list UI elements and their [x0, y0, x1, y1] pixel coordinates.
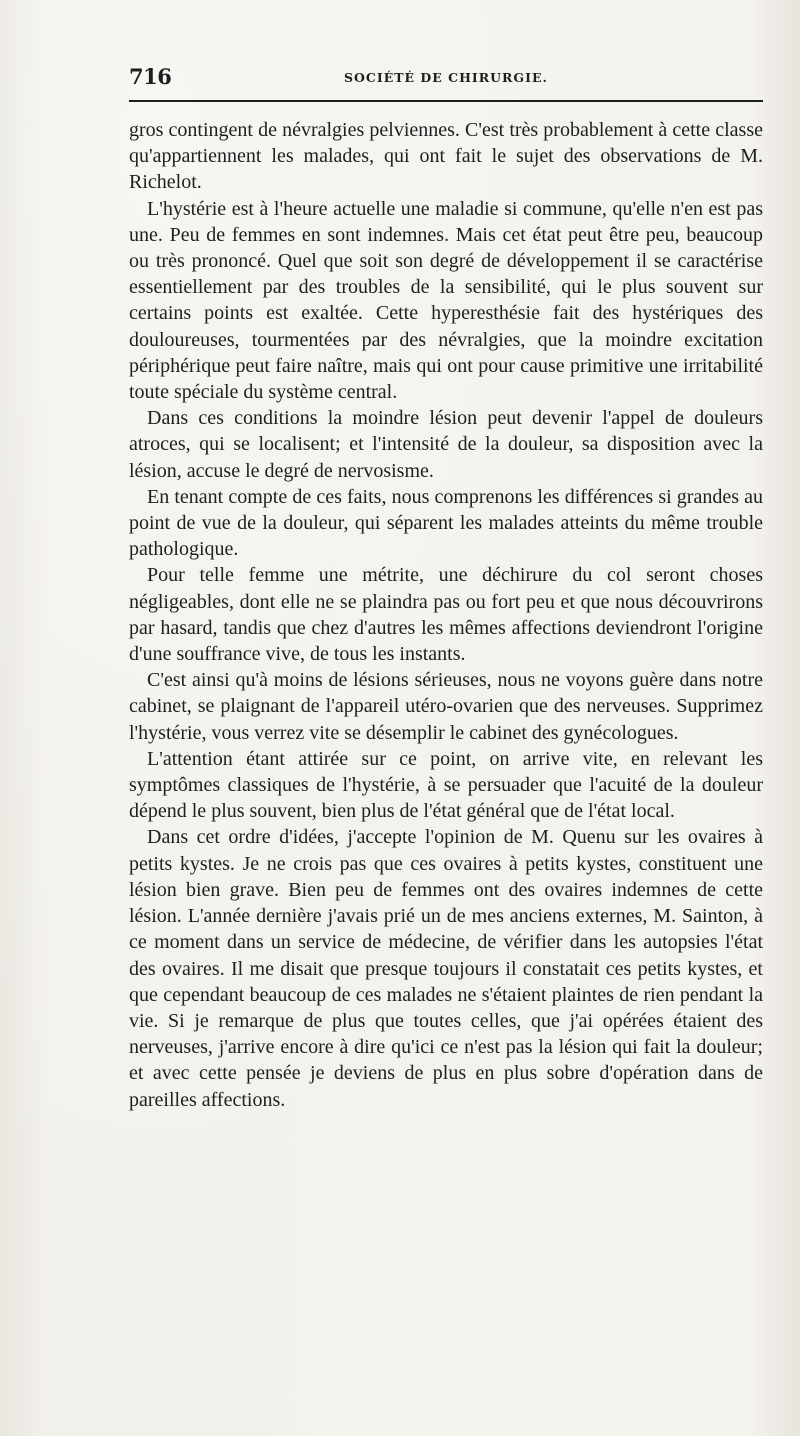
paragraph-5: Pour telle femme une métrite, une déchirure du col seront choses négligeables, dont elle ne se plaindra pas ou fort peu et que nous découvrirons par hasard, tandis que chez d'autres les mêmes affections deviendront l'origine d'une souffrance vive, de tous les instants. [129, 564, 763, 666]
paragraph-2: L'hystérie est à l'heure actuelle une maladie si commune, qu'elle n'en est pas une. Peu de femmes en sont indemnes. Mais cet état peut être peu, beaucoup ou très prononcé. Quel que soit son degré de développement il se caractérise essentiellement par des troubles de la sensibilité, qui le plus souvent sur certains points est exaltée. Cette hyperesthésie fait des hystériques des douloureuses, tourmentées par des névralgies, que la moindre excitation périphérique peut faire naître, mais qui ont pour cause primitive une irritabilité toute spéciale du système central. [129, 197, 763, 404]
running-title: SOCIÉTÉ DE CHIRURGIE. [344, 70, 548, 85]
body-text [129, 117, 763, 1113]
header-rule [129, 100, 763, 102]
paragraph-7: L'attention étant attirée sur ce point, on arrive vite, en relevant les symptômes classiques de l'hystérie, à se persuader que l'acuité de la douleur dépend le plus souvent, bien plus de l'état général que de l'état local. [129, 747, 763, 823]
paragraph-6: C'est ainsi qu'à moins de lésions sérieuses, nous ne voyons guère dans notre cabinet, se plaignant de l'appareil utéro-ovarien que des nerveuses. Supprimez l'hystérie, vous verrez vite se désemplir le cabinet des gynécologues. [129, 669, 763, 744]
paragraph-3: Dans ces conditions la moindre lésion peut devenir l'appel de douleurs atroces, qui se localisent; et l'intensité de la douleur, sa disposition avec la lésion, accuse le degré de nervosisme. [129, 407, 763, 482]
paragraph-1: gros contingent de névralgies pelviennes. C'est très probablement à cette classe qu'appartiennent les malades, qui ont fait le sujet des observations de M. Richelot. [129, 119, 763, 194]
paragraph-8: Dans cet ordre d'idées, j'accepte l'opinion de M. Quenu sur les ovaires à petits kystes. Je ne crois pas que ces ovaires à petits kystes, constituent une lésion bien grave. Bien peu de femmes ont des ovaires indemnes de cette lésion. L'année dernière j'avais prié un de mes anciens externes, M. Sainton, à ce moment dans un service de médecine, de vérifier dans les autopsies l'état des ovaires. Il me disait que presque toujours il constatait ces petits kystes, et que cependant beaucoup de ces malades ne s'étaient plaintes de rien pendant la vie. Si je remarque de plus que toutes celles, que j'ai opérées étaient des nerveuses, j'arrive encore à dire qu'ici ce n'est pas la lésion qui fait la douleur; et avec cette pensée je deviens de plus en plus sobre d'opération dans de pareilles affections. [129, 826, 763, 1111]
page-header [129, 64, 763, 98]
paragraph-4: En tenant compte de ces faits, nous comprenons les différences si grandes au point de vue de la douleur, qui séparent les malades atteints du même trouble pathologique. [129, 485, 763, 561]
page-number: 716 [129, 64, 172, 89]
